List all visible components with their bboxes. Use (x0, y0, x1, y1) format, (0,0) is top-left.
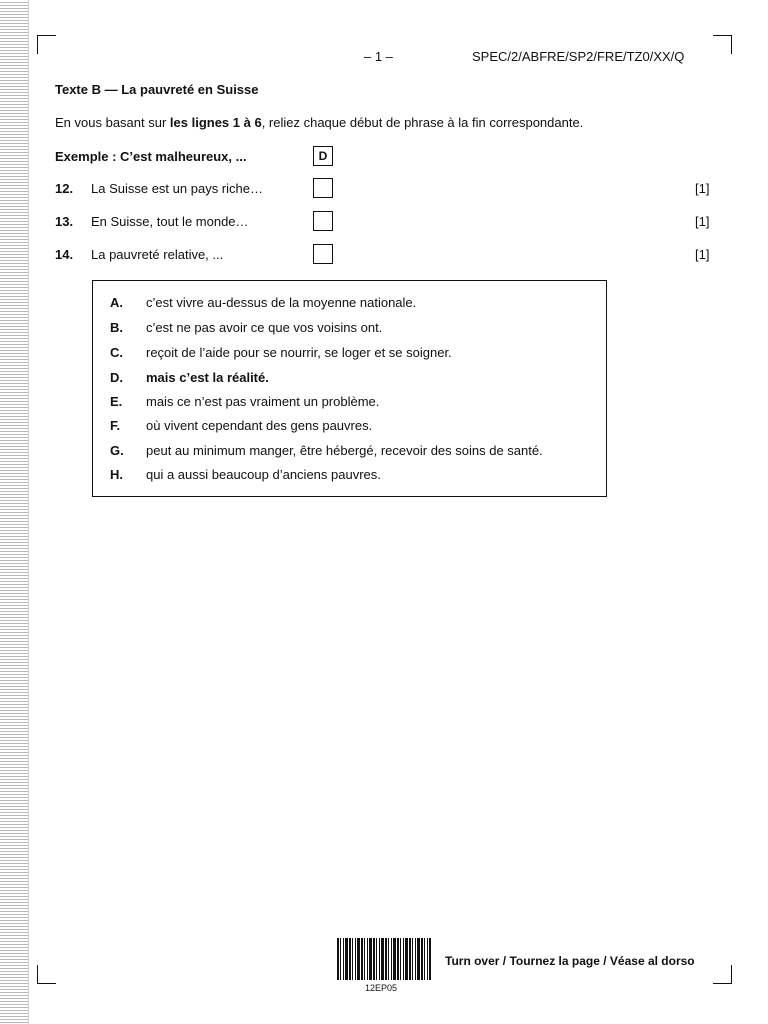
option-letter: H. (110, 467, 123, 482)
option-letter: B. (110, 320, 123, 335)
question-row-12 (55, 178, 715, 200)
answer-box-14[interactable] (313, 244, 333, 264)
question-number: 13. (55, 214, 74, 229)
question-stem: La Suisse est un pays riche… (91, 181, 263, 196)
section-title: Texte B — La pauvreté en Suisse (55, 82, 259, 97)
question-mark: [1] (695, 181, 710, 196)
question-stem: En Suisse, tout le monde… (91, 214, 249, 229)
question-mark: [1] (695, 214, 710, 229)
example-row (55, 146, 715, 168)
option-text: mais ce n’est pas vraiment un problème. (146, 394, 380, 409)
page-number: – 1 – (364, 49, 393, 64)
option-text: c’est vivre au-dessus de la moyenne nationale. (146, 295, 417, 310)
question-number: 12. (55, 181, 74, 196)
crop-mark-bottom-left (37, 965, 56, 984)
option-letter: A. (110, 295, 123, 310)
option-letter: D. (110, 370, 123, 385)
question-mark: [1] (695, 247, 710, 262)
option-text: mais c’est la réalité. (146, 370, 269, 385)
option-letter: E. (110, 394, 123, 409)
example-label: Exemple : C’est malheureux, ... (55, 149, 247, 164)
turn-over-note: Turn over / Tournez la page / Véase al dorso (445, 954, 695, 968)
paper-code: SPEC/2/ABFRE/SP2/FRE/TZ0/XX/Q (472, 49, 685, 64)
barcode-id: 12EP05 (365, 983, 398, 993)
answer-box-12[interactable] (313, 178, 333, 198)
question-stem: La pauvreté relative, ... (91, 247, 224, 262)
option-letter: G. (110, 443, 124, 458)
option-text: reçoit de l’aide pour se nourrir, se loger et se soigner. (146, 345, 452, 360)
option-text: où vivent cependant des gens pauvres. (146, 418, 373, 433)
question-number: 14. (55, 247, 74, 262)
options-box (92, 280, 607, 497)
crop-mark-bottom-right (713, 965, 732, 984)
question-row-13 (55, 211, 715, 233)
answer-box-13[interactable] (313, 211, 333, 231)
instruction (55, 115, 583, 130)
option-text: peut au minimum manger, être hébergé, recevoir des soins de santé. (146, 443, 543, 458)
crop-mark-top-right (713, 35, 732, 54)
instruction-start: En vous basant sur (55, 115, 170, 130)
instruction-emphasis: les lignes 1 à 6 (169, 115, 262, 130)
crop-mark-top-left (37, 35, 56, 54)
option-text: qui a aussi beaucoup d’anciens pauvres. (146, 467, 381, 482)
option-text: c’est ne pas avoir ce que vos voisins ont. (146, 320, 383, 335)
example-answer-box: D (313, 146, 333, 166)
option-letter: C. (110, 345, 123, 360)
instruction-end: , reliez chaque début de phrase à la fin correspondante. (261, 115, 584, 130)
barcode (337, 938, 431, 980)
perforated-edge (0, 0, 29, 1024)
question-row-14 (55, 244, 715, 266)
option-letter: F. (110, 418, 121, 433)
